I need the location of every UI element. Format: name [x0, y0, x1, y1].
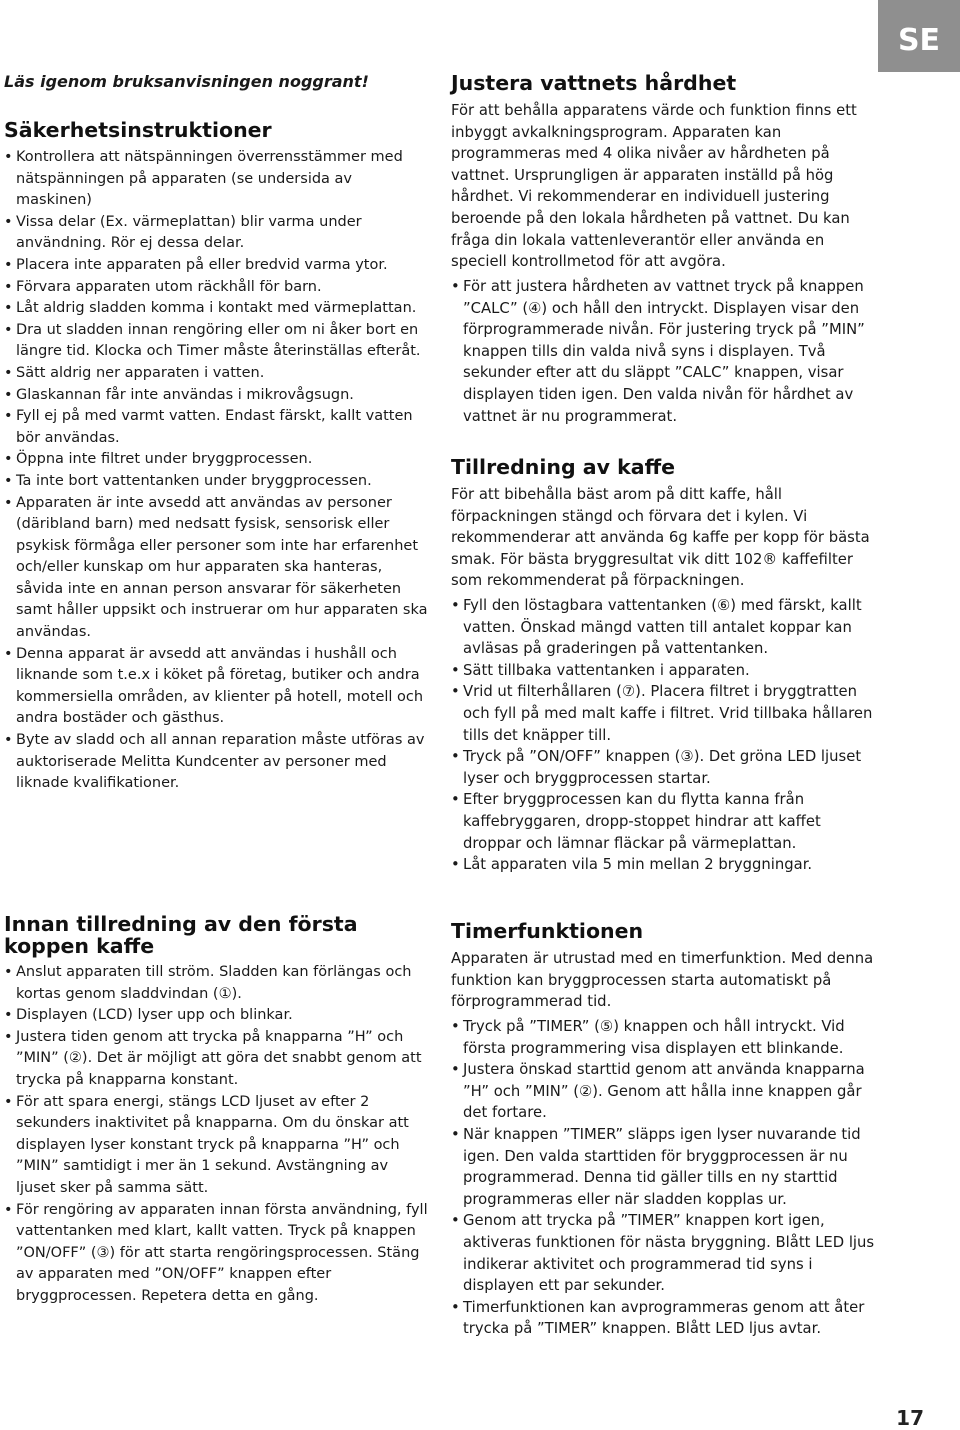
list-item: • Dra ut sladden innan rengöring eller om ni åker bort en längre tid. Klocka och Timer måste återinställas efteråt.: [4, 320, 430, 363]
water-hardness-list: [451, 276, 881, 427]
list-item: • Sätt aldrig ner apparaten i vatten.: [4, 363, 430, 385]
safety-heading: Säkerhetsinstruktioner: [4, 118, 272, 142]
list-item: • Placera inte apparaten på eller bredvid varma ytor.: [4, 255, 430, 277]
list-item: • Justera önskad starttid genom att använda knapparna ”H” och ”MIN” (②). Genom att hålla inne knappen går det fortare.: [451, 1059, 881, 1124]
list-item: • Förvara apparaten utom räckhåll för barn.: [4, 277, 430, 299]
list-item: • Vissa delar (Ex. värmeplattan) blir varma under användning. Rör ej dessa delar.: [4, 212, 430, 255]
list-item: • Glaskannan får inte användas i mikrovågsugn.: [4, 385, 430, 407]
list-item: • Låt aldrig sladden komma i kontakt med värmeplattan.: [4, 298, 430, 320]
list-item: • Genom att trycka på ”TIMER” knappen kort igen, aktiveras funktionen för nästa bryggning. Blått LED ljus indikerar aktivitet och programmerad tid syns i displayen ett par sekunder.: [451, 1210, 881, 1296]
list-item: • Justera tiden genom att trycka på knapparna ”H” och ”MIN” (②). Det är möjligt att göra det snabbt genom att trycka på knapparna konstant.: [4, 1027, 430, 1092]
list-item: • När knappen ”TIMER” släpps igen lyser nuvarande tid igen. Den valda starttiden för bryggprocessen är nu programmerad. Denna tid gäller tills en ny starttid programmeras eller när sladden kopplas ur.: [451, 1124, 881, 1210]
list-item: • Displayen (LCD) lyser upp och blinkar.: [4, 1005, 430, 1027]
page-number: 17: [896, 1406, 924, 1430]
list-item: • För att justera hårdheten av vattnet tryck på knappen ”CALC” (④) och håll den intryckt. Displayen visar den förprogrammerade nivån. För justering tryck på ”MIN” knappen tills din valda nivå syns i displayen. Två sekunder efter att du släppt ”CALC” knappen, visar displayen tiden igen. Den valda nivån för hårdhet av vattnet är nu programmerat.: [451, 276, 881, 427]
list-item: • Låt apparaten vila 5 min mellan 2 bryggningar.: [451, 854, 881, 876]
list-item: • Denna apparat är avsedd att användas i hushåll och liknande som t.e.x i köket på företag, butiker och andra kommersiella områden, av klienter på hotell, motell och andra bostäder och gästhus.: [4, 644, 430, 730]
first-use-heading: Innan tillredning av den första koppen kaffe: [4, 912, 358, 958]
list-item: • För rengöring av apparaten innan första användning, fyll vattentanken med klart, kallt vatten. Tryck på knappen ”ON/OFF” (③) för att starta rengöringsprocessen. Stäng av apparaten med ”ON/OFF” knappen efter bryggprocessen. Repetera detta en gång.: [4, 1200, 430, 1308]
list-item: • Öppna inte filtret under bryggprocessen.: [4, 449, 430, 471]
list-item: • Efter bryggprocessen kan du flytta kanna från kaffebryggaren, dropp-stoppet hindrar att kaffet droppar och lämnar fläckar på värmeplattan.: [451, 789, 881, 854]
first-use-list: [4, 962, 430, 1308]
list-item: • Anslut apparaten till ström. Sladden kan förlängas och kortas genom sladdvindan (①).: [4, 962, 430, 1005]
timer-list: [451, 1016, 881, 1340]
water-hardness-heading: Justera vattnets hårdhet: [451, 71, 737, 95]
list-item: • Sätt tillbaka vattentanken i apparaten.: [451, 660, 881, 682]
timer-heading: Timerfunktionen: [451, 919, 644, 943]
list-item: • Vrid ut filterhållaren (⑦). Placera filtret i bryggtratten och fyll på med malt kaffe i filtret. Vrid tillbaka hållaren tills det knäpper till.: [451, 681, 881, 746]
timer-paragraph: Apparaten är utrustad med en timerfunktion. Med denna funktion kan bryggprocessen starta automatiskt på förprogrammerad tid.: [451, 950, 874, 1011]
list-item: • Ta inte bort vattentanken under bryggprocessen.: [4, 471, 430, 493]
list-item: • Fyll den löstagbara vattentanken (⑥) med färskt, kallt vatten. Önskad mängd vatten till antalet koppar kan avläsas på graderingen på vattentanken.: [451, 595, 881, 660]
coffee-prep-list: [451, 595, 881, 876]
language-tab: [878, 0, 960, 72]
list-item: • Timerfunktionen kan avprogrammeras genom att åter trycka på ”TIMER” knappen. Blått LED ljus avtar.: [451, 1297, 881, 1340]
list-item: • Tryck på ”ON/OFF” knappen (③). Det gröna LED ljuset lyser och bryggprocessen startar.: [451, 746, 881, 789]
list-item: • Byte av sladd och all annan reparation måste utföras av auktoriserade Melitta Kundcenter av personer med liknade kvalifikationer.: [4, 730, 430, 795]
list-item: • Apparaten är inte avsedd att användas av personer (däribland barn) med nedsatt fysisk, sensorisk eller psykisk förmåga eller personer som inte har erfarenhet och/eller kunskap om hur apparaten ska hanteras, såvida inte en annan person ansvarar för säkerheten samt håller uppsikt och instruerar om hur apparaten ska användas.: [4, 493, 430, 644]
list-item: • Tryck på ”TIMER” (⑤) knappen och håll intryckt. Vid första programmering visa displayen ett blinkande.: [451, 1016, 881, 1059]
coffee-prep-paragraph: För att bibehålla bäst arom på ditt kaffe, håll förpackningen stängd och förvara det i kylen. Vi rekommenderar att använda 6g kaffe per kopp för bästa smak. För bästa bryggresultat vik ditt 102® kaffefilter som rekommenderat på förpackningen.: [451, 486, 870, 590]
list-item: • För att spara energi, stängs LCD ljuset av efter 2 sekunders inaktivitet på knapparna. Om du önskar att displayen lyser konstant tryck på knapparna ”H” och ”MIN” samtidigt i mer än 1 sekund. Avstängning av ljuset sker på samma sätt.: [4, 1092, 430, 1200]
intro-text: Läs igenom bruksanvisningen noggrant!: [4, 72, 369, 91]
safety-list: [4, 147, 430, 795]
language-tab-label: SE: [897, 22, 941, 58]
water-hardness-paragraph: För att behålla apparatens värde och funktion finns ett inbyggt avkalkningsprogram. Apparaten kan programmeras med 4 olika nivåer av hårdheten på vattnet. Ursprungligen är apparaten inställd på hög hårdhet. Vi rekommenderar en individuell justering beroende på den lokala hårdheten på vattnet. Du kan fråga din lokala vattenleverantör eller använda en speciell kontrollmetod för att avgöra.: [451, 102, 857, 271]
list-item: • Kontrollera att nätspänningen överrensstämmer med nätspänningen på apparaten (se undersida av maskinen): [4, 147, 430, 212]
list-item: • Fyll ej på med varmt vatten. Endast färskt, kallt vatten bör användas.: [4, 406, 430, 449]
coffee-prep-heading: Tillredning av kaffe: [451, 455, 676, 479]
